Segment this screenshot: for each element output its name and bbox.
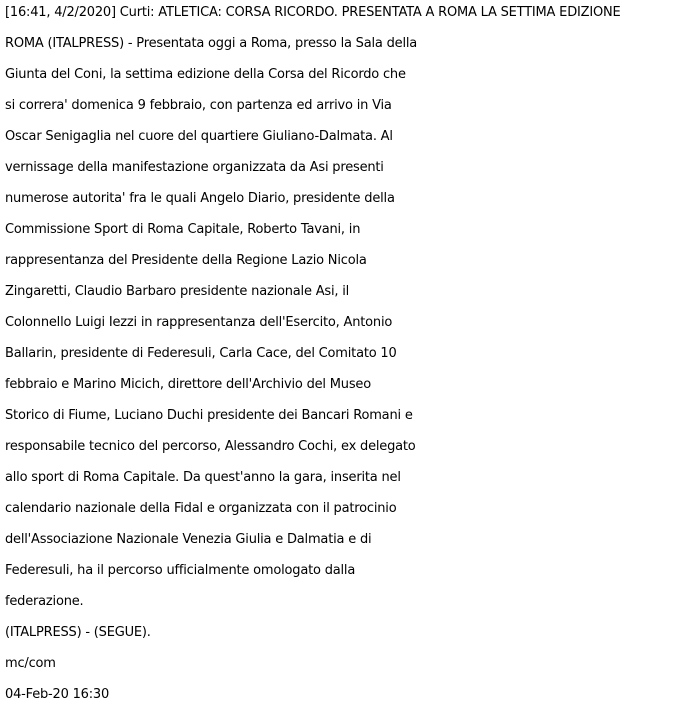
news-document (5, 4, 670, 717)
body-line: numerose autorita' fra le quali Angelo Diario, presidente della (5, 191, 395, 206)
body-line: allo sport di Roma Capitale. Da quest'anno la gara, inserita nel (5, 470, 401, 485)
body-line: Ballarin, presidente di Federesuli, Carla Cace, del Comitato 10 (5, 346, 397, 361)
body-line: Colonnello Luigi Iezzi in rappresentanza dell'Esercito, Antonio (5, 315, 393, 330)
body-line: ROMA (ITALPRESS) - Presentata oggi a Roma, presso la Sala della (5, 36, 418, 51)
headline: [16:41, 4/2/2020] Curti: ATLETICA: CORSA RICORDO. PRESENTATA A ROMA LA SETTIMA EDIZIONE (5, 5, 621, 20)
body-line: febbraio e Marino Micich, direttore dell'Archivio del Museo (5, 377, 371, 392)
body-line: calendario nazionale della Fidal e organizzata con il patrocinio (5, 501, 397, 516)
body-line: federazione. (5, 594, 84, 609)
body-line: Federesuli, ha il percorso ufficialmente omologato dalla (5, 563, 356, 578)
body-line: Oscar Senigaglia nel cuore del quartiere Giuliano-Dalmata. Al (5, 129, 393, 144)
body-line: vernissage della manifestazione organizzata da Asi presenti (5, 160, 384, 175)
body-line: rappresentanza del Presidente della Regione Lazio Nicola (5, 253, 367, 268)
timestamp: 04-Feb-20 16:30 (5, 687, 110, 702)
agency-tag: (ITALPRESS) - (SEGUE). (5, 625, 151, 640)
body-line: si correra' domenica 9 febbraio, con partenza ed arrivo in Via (5, 98, 392, 113)
article-body (5, 35, 670, 624)
author-code: mc/com (5, 656, 56, 671)
body-line: responsabile tecnico del percorso, Alessandro Cochi, ex delegato (5, 439, 416, 454)
body-line: Zingaretti, Claudio Barbaro presidente nazionale Asi, il (5, 284, 350, 299)
body-line: Storico di Fiume, Luciano Duchi presidente dei Bancari Romani e (5, 408, 413, 423)
body-line: Commissione Sport di Roma Capitale, Roberto Tavani, in (5, 222, 361, 237)
body-line: dell'Associazione Nazionale Venezia Giulia e Dalmatia e di (5, 532, 372, 547)
body-line: Giunta del Coni, la settima edizione della Corsa del Ricordo che (5, 67, 406, 82)
